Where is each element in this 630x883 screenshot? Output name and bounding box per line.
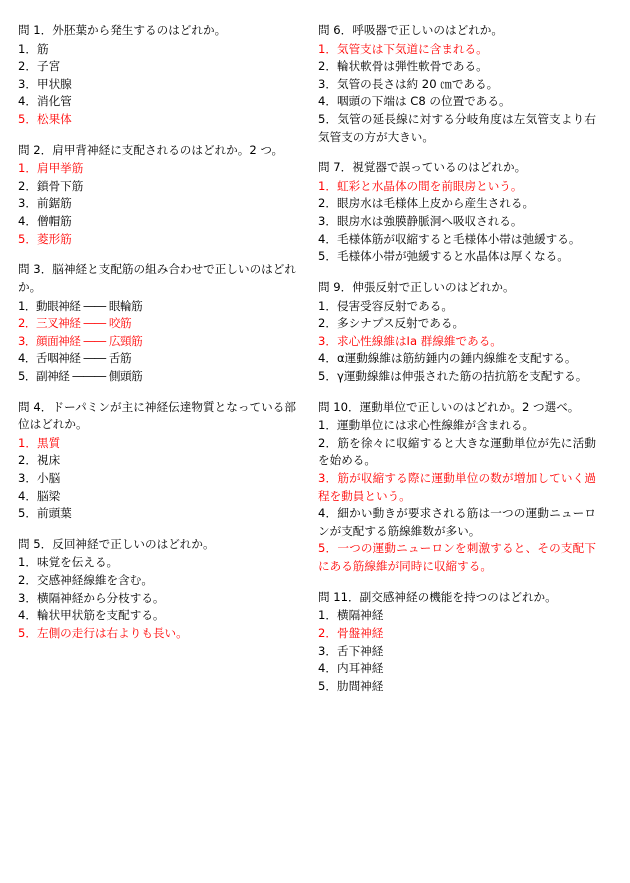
question-title: 問 4．ドーパミンが主に神経伝達物質となっている部位はどれか。 xyxy=(18,399,296,432)
choice-item: 5．左側の走行は右よりも長い。 xyxy=(18,625,188,640)
choice-item: 2．子宮 xyxy=(18,59,61,74)
choice-item: 2．三叉神経 ―― 咬筋 xyxy=(18,316,132,331)
choice-item: 4．α運動線維は筋紡錘内の錘内線維を支配する。 xyxy=(318,351,577,366)
choice-item: 5．一つの運動ニューロンを刺激すると、その支配下にある筋線維が同時に収縮する。 xyxy=(318,541,596,574)
question-title: 問 5．反回神経で正しいのはどれか。 xyxy=(18,536,215,551)
choice-item: 4．舌咽神経 ―― 舌筋 xyxy=(18,351,132,366)
choice-item: 2．輪状軟骨は弾性軟骨である。 xyxy=(318,59,488,74)
choice-item: 1．横隔神経 xyxy=(318,608,384,623)
question-title: 問 3．脳神経と支配筋の組み合わせで正しいのはどれか。 xyxy=(18,262,296,294)
question-block-2 xyxy=(18,142,296,249)
choice-item: 3．求心性線維はⅠa 群線維である。 xyxy=(318,333,502,348)
question-title: 問 11．副交感神経の機能を持つのはどれか。 xyxy=(318,589,557,604)
choice-item: 1．侵害受容反射である。 xyxy=(318,298,453,313)
question-block-1 xyxy=(18,22,296,129)
question-block-4 xyxy=(18,399,296,523)
choice-item: 5．気管の延長線に対する分岐角度は左気管支より右気管支の方が大きい。 xyxy=(318,112,596,144)
right-column xyxy=(318,22,596,873)
choice-item: 1．筋 xyxy=(18,41,49,56)
choice-item: 3．気管の長さは約 20 ㎝である。 xyxy=(318,76,499,91)
question-title: 問 6．呼吸器で正しいのはどれか。 xyxy=(318,23,503,37)
question-block-3 xyxy=(18,261,296,385)
choice-item: 3．前鋸筋 xyxy=(18,196,72,211)
choice-item: 1．虹彩と水晶体の間を前眼房という。 xyxy=(318,178,523,193)
choice-item: 4．脳梁 xyxy=(18,488,61,503)
choice-item: 5．肋間神経 xyxy=(318,678,384,693)
choice-item: 3．舌下神経 xyxy=(318,643,384,658)
choice-item: 1．味覚を伝える。 xyxy=(18,555,119,570)
choice-item: 1．運動単位には求心性線維が含まれる。 xyxy=(318,418,535,433)
choice-item: 4．僧帽筋 xyxy=(18,214,72,229)
choice-item: 3．横隔神経から分枝する。 xyxy=(18,590,165,605)
left-column xyxy=(18,22,296,873)
choice-item: 1．動眼神経 ―― 眼輪筋 xyxy=(18,298,143,313)
choice-item: 1．気管支は下気道に含まれる。 xyxy=(318,41,488,56)
question-title: 問 2．肩甲背神経に支配されるのはどれか。2 つ。 xyxy=(18,142,284,157)
choice-item: 4．輪状甲状筋を支配する。 xyxy=(18,608,165,623)
choice-item: 5．γ運動線維は伸張された筋の拮抗筋を支配する。 xyxy=(318,368,588,383)
choice-item: 1．黒質 xyxy=(18,435,61,450)
choice-item: 2．視床 xyxy=(18,453,61,468)
question-title: 問 9．伸張反射で正しいのはどれか。 xyxy=(318,279,515,294)
choice-item: 3．甲状腺 xyxy=(18,76,72,91)
choice-item: 2．多シナプス反射である。 xyxy=(318,316,465,331)
choice-item: 1．肩甲挙筋 xyxy=(18,161,84,176)
choice-item: 5．前頭葉 xyxy=(18,506,72,521)
question-title: 問 7．視覚器で誤っているのはどれか。 xyxy=(318,160,527,175)
choice-item: 5．副神経 ――― 側頭筋 xyxy=(18,368,143,383)
choice-item: 3．小脳 xyxy=(18,471,61,486)
question-block-7 xyxy=(318,159,596,266)
choice-item: 5．菱形筋 xyxy=(18,231,72,246)
choice-item: 5．松果体 xyxy=(18,112,72,127)
choice-item: 3．筋が収縮する際に運動単位の数が増加していく過程を動員という。 xyxy=(318,471,596,503)
question-block-10 xyxy=(318,399,596,576)
choice-item: 2．骨盤神経 xyxy=(318,625,384,640)
choice-item: 5．毛様体小帯が弛緩すると水晶体は厚くなる。 xyxy=(318,249,569,264)
choice-item: 2．眼房水は毛様体上皮から産生される。 xyxy=(318,196,535,211)
choice-item: 4．細かい動きが要求される筋は一つの運動ニューロンが支配する筋線維数が多い。 xyxy=(318,506,596,538)
question-block-11 xyxy=(318,589,596,696)
choice-item: 2．鎖骨下筋 xyxy=(18,178,84,193)
question-title: 問 10．運動単位で正しいのはどれか。2 つ選べ。 xyxy=(318,399,580,414)
choice-item: 4．内耳神経 xyxy=(318,661,384,676)
choice-item: 3．眼房水は強膜静脈洞へ吸収される。 xyxy=(318,214,523,229)
question-block-9 xyxy=(318,279,596,386)
question-block-5 xyxy=(18,536,296,643)
question-title: 問 1．外胚葉から発生するのはどれか。 xyxy=(18,23,227,37)
choice-item: 3．顔面神経 ―― 広頸筋 xyxy=(18,333,143,348)
question-block-6 xyxy=(318,22,596,146)
choice-item: 4．消化管 xyxy=(18,94,72,109)
choice-item: 4．毛様体筋が収縮すると毛様体小帯は弛緩する。 xyxy=(318,231,581,246)
choice-item: 2．交感神経線維を含む。 xyxy=(18,573,153,588)
choice-item: 4．咽頭の下端は C8 の位置である。 xyxy=(318,94,511,109)
choice-item: 2．筋を徐々に収縮すると大きな運動単位が先に活動を始める。 xyxy=(318,435,596,468)
